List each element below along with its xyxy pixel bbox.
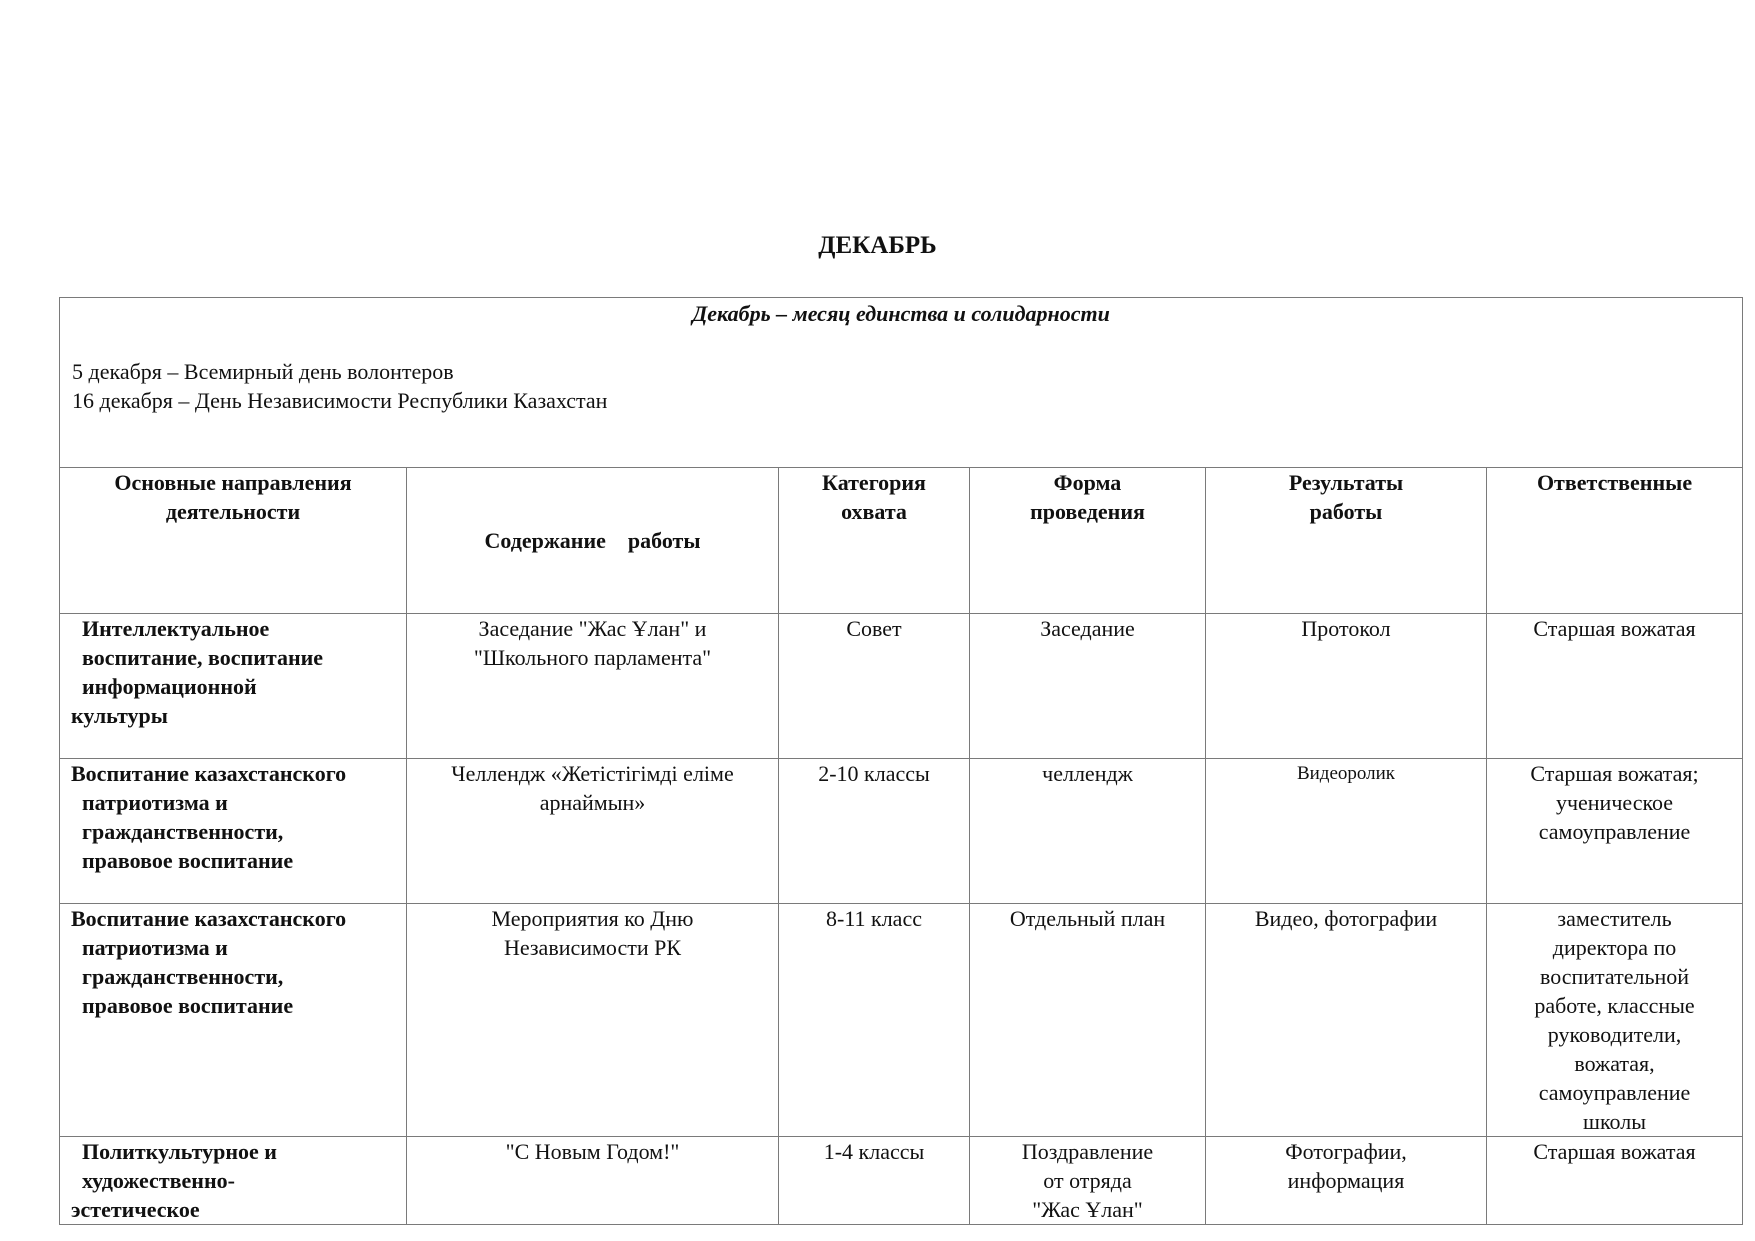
- content-cell: "С Новым Годом!": [407, 1137, 779, 1225]
- header-responsible: Ответственные: [1487, 468, 1743, 614]
- form-cell: Заседание: [970, 614, 1206, 759]
- results-cell: Видеоролик: [1206, 759, 1487, 904]
- responsible-cell: заместитель директора по воспитательной работе, классные руководители, вожатая, самоуправление школы: [1487, 904, 1743, 1137]
- direction-cell: Политкультурное и художественно- эстетическое: [60, 1137, 407, 1225]
- page-title: ДЕКАБРЬ: [818, 232, 937, 259]
- results-cell: Видео, фотографии: [1206, 904, 1487, 1137]
- content-cell: Заседание "Жас Ұлан" и "Школьного парламента": [407, 614, 779, 759]
- category-cell: 1-4 классы: [779, 1137, 970, 1225]
- table-row: [60, 614, 1743, 759]
- header-direction: Основные направления деятельности: [60, 468, 407, 614]
- content-cell: Челлендж «Жетістігімді еліме арнаймын»: [407, 759, 779, 904]
- content-cell: Мероприятия ко Дню Независимости РК: [407, 904, 779, 1137]
- key-date-volunteers: 5 декабря – Всемирный день волонтеров: [72, 359, 454, 384]
- key-dates: [72, 357, 1730, 415]
- direction-cell: Воспитание казахстанского патриотизма и гражданственности, правовое воспитание: [60, 759, 407, 904]
- responsible-cell: Старшая вожатая; ученическое самоуправление: [1487, 759, 1743, 904]
- responsible-cell: Старшая вожатая: [1487, 614, 1743, 759]
- table-row: [60, 1137, 1743, 1225]
- form-cell: челлендж: [970, 759, 1206, 904]
- table-row: [60, 759, 1743, 904]
- header-category: Категория охвата: [779, 468, 970, 614]
- month-theme-heading: Декабрь – месяц единства и солидарности: [692, 301, 1110, 326]
- header-results: Результаты работы: [1206, 468, 1487, 614]
- direction-cell: Интеллектуальное воспитание, воспитание информационной культуры: [60, 614, 407, 759]
- intro-cell: [60, 298, 1743, 468]
- direction-cell: Воспитание казахстанского патриотизма и гражданственности, правовое воспитание: [60, 904, 407, 1137]
- header-content: Содержание работы: [407, 468, 779, 614]
- plan-table: [59, 297, 1743, 1225]
- category-cell: 2-10 классы: [779, 759, 970, 904]
- category-cell: 8-11 класс: [779, 904, 970, 1137]
- results-cell: Протокол: [1206, 614, 1487, 759]
- key-date-independence: 16 декабря – День Независимости Республики Казахстан: [72, 388, 608, 413]
- table-header-row: [60, 468, 1743, 614]
- table-row: [60, 904, 1743, 1137]
- form-cell: Отдельный план: [970, 904, 1206, 1137]
- form-cell: Поздравление от отряда "Жас Ұлан": [970, 1137, 1206, 1225]
- header-form: Форма проведения: [970, 468, 1206, 614]
- results-cell: Фотографии, информация: [1206, 1137, 1487, 1225]
- responsible-cell: Старшая вожатая: [1487, 1137, 1743, 1225]
- category-cell: Совет: [779, 614, 970, 759]
